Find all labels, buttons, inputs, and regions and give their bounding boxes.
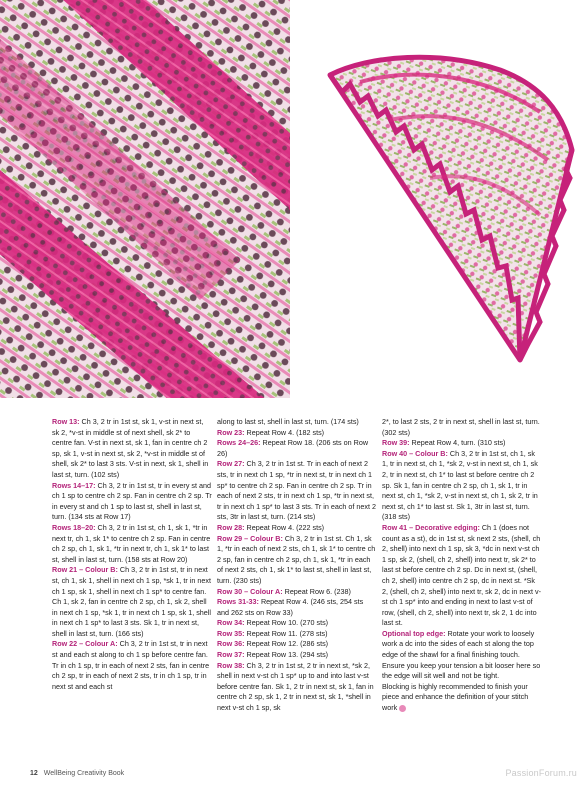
instruction-paragraph — [217, 661, 377, 714]
instruction-paragraph — [217, 587, 377, 598]
row-heading: Row 13: — [52, 417, 80, 426]
column-1 — [52, 417, 212, 692]
row-heading: Row 28: — [217, 522, 245, 532]
instruction-paragraph — [382, 523, 542, 629]
row-text: Ch 3, 2 tr in 1st st, 2 tr in next st, *sk 2, shell in next v-st ch 1 sp* up to and into last v-st before centre fan. Sk 1, 2 tr in next st, sk 1, fan in centre ch 2 sp, sk 1, 2 tr in next st, sk 1, *shell in next v-st ch 1 sp, sk — [217, 660, 374, 713]
row-heading: Row 23: — [217, 427, 245, 437]
row-text: Repeat Row 6. (238) — [282, 586, 351, 596]
crochet-texture-image — [0, 0, 290, 398]
shawl-photo — [290, 0, 587, 398]
row-heading: Optional top edge: — [382, 628, 446, 638]
row-text: Repeat Row 4. (246 sts, 254 sts and 262 sts on Row 33) — [217, 597, 364, 617]
row-heading: Row 40 – Colour B: — [382, 448, 448, 458]
row-text: Ch 3, 2 tr in 1st st, ch 1, sk 1, *tr in next tr, ch 1, sk 1* to centre ch 2 sp. Fan in centre ch 2 sp, ch 1, sk 1, *tr in next tr, ch 1, sk 1* to last st, shell in last st, turn. (158 sts at Row 20) — [52, 522, 211, 564]
instruction-paragraph — [217, 618, 377, 629]
row-text: Repeat Row 11. (278 sts) — [244, 628, 328, 638]
row-text: Repeat Row 4. (222 sts) — [244, 522, 325, 532]
row-text: Repeat Row 18. (206 sts on Row 26) — [217, 438, 369, 458]
row-text: Ch 3, 2 tr in 1st st, tr in next st and each st along to ch 1 sp before centre fan. Tr in ch 1 sp, tr in each of next 2 sts, fan in centre ch 2 sp, tr in each of next 2 sts, tr in ch 1 sp, tr in next st and each st — [52, 639, 210, 691]
row-heading: Row 41 – Decorative edging: — [382, 522, 480, 532]
row-heading: Row 22 – Colour A: — [52, 639, 118, 649]
instruction-paragraph — [52, 523, 212, 565]
row-heading: Rows 24–26: — [217, 438, 261, 448]
row-heading: Row 27: — [217, 459, 245, 469]
instruction-paragraph — [217, 428, 377, 439]
row-text: Ch 3, 2 tr in 1st st, tr in next st, ch 1, sk 1, shell in next ch 1 sp, *sk 1, tr in next ch 1 sp, sk 1, shell in next ch 1 sp* to centre fan. Ch 1, sk 2, fan in centre ch 2 sp, ch 1, sk 2, shell in next ch 1 sp, *sk 1, tr in next ch 1 sp, sk 1, shell in next ch 1 sp* to last 3 sts. Sk 1, tr in next st, shell in last st, turn. (166 sts) — [52, 565, 211, 638]
row-text: Repeat Row 12. (286 sts) — [244, 639, 329, 649]
page-number: 12 — [30, 770, 38, 777]
row-text: Ch 3, 2 tr in 1st st. Ch 1, sk 1, *tr in each of next 2 sts, ch 1, sk 1* to centre ch 2 sp, fan in centre ch 2 sp, ch 1, sk 1, *tr in each of next 2 sts, ch 1, sk 1* to last st, shell in last st, turn. (230 sts) — [217, 533, 376, 585]
shawl-image — [290, 0, 587, 398]
instruction-paragraph — [217, 650, 377, 661]
publication-name: WellBeing Creativity Book — [43, 770, 125, 777]
instruction-paragraph — [217, 629, 377, 640]
row-heading: Row 36: — [217, 639, 245, 649]
instruction-paragraph — [217, 523, 377, 534]
instruction-paragraph — [217, 639, 377, 650]
row-text: along to last st, shell in last st, turn. (174 sts) — [217, 417, 359, 426]
row-text: Repeat Row 13. (294 sts) — [244, 650, 329, 660]
instruction-paragraph — [52, 565, 212, 639]
row-heading: Row 35: — [217, 628, 245, 638]
instruction-paragraph — [382, 438, 542, 449]
instruction-paragraph — [217, 438, 377, 459]
pattern-instructions — [52, 417, 572, 757]
row-text: Repeat Row 4. (182 sts) — [244, 427, 325, 437]
instruction-paragraph — [217, 459, 377, 523]
row-heading: Rows 31-33: — [217, 597, 259, 607]
instruction-paragraph — [217, 534, 377, 587]
row-text: Repeat Row 10. (270 sts) — [244, 618, 329, 628]
column-3 — [382, 417, 542, 714]
row-heading: Row 21 – Colour B: — [52, 565, 118, 575]
instruction-paragraph — [382, 629, 542, 682]
row-text: Ch 1 (does not count as a st), dc in 1st st, sk next 2 sts, (shell, ch 2, shell) into next ch 1 sp, sk 3, *dc in next v-st ch 1 sp, sk 2, (shell, ch 2, shell) into next tr, sk 2* to last st before centre ch 2 sp. Dc in next st, (shell, ch 2, shell) into centre ch 2 sp, dc in next st. *Sk 2, (shell, ch 2, shell) into next tr, sk 2, dc in next v-st ch 1 sp* into and ending in next to last v-st of row, (shell, ch 2, shell) into next tr, sk 2, 1 dc into last st. — [382, 522, 541, 628]
row-heading: Row 30 – Colour A: — [217, 586, 283, 596]
row-heading: Row 37: — [217, 650, 245, 660]
watermark: PassionForum.ru — [505, 768, 577, 778]
row-heading: Row 34: — [217, 618, 245, 628]
row-text: Ch 3, 2 tr in 1st st, tr in every st and ch 1 sp to centre ch 2 sp. Fan in centre ch 2 sp. Tr in every st and ch 1 sp to last st, shell in last st, turn. (134 sts at Row 17) — [52, 480, 212, 522]
row-text: Ch 3, 2 tr in 1st st, ch 1, sk 1, tr in next st, ch 1, *sk 2, v-st in next st, ch 1, sk 2, tr in next st, ch 1* to last st before centre ch 2 sp. Sk 1, fan in centre ch 2 sp, ch 1, sk 1, tr in next st, ch 1, *sk 2, v-st in next st, ch 1, sk 2, tr in next st, ch 1* to last st. Sk 1, 3tr in last st, turn. (318 sts) — [382, 448, 538, 522]
row-text: Rotate your work to loosely work a dc into the sides of each st along the top edge of the shawl for a final finishing touch. Ensure you keep your tension a bit looser here so the edge will sit well and not be tight. — [382, 628, 541, 681]
instruction-paragraph — [217, 417, 377, 428]
row-heading: Rows 18–20: — [52, 522, 96, 532]
row-heading: Rows 14–17: — [52, 480, 96, 490]
instruction-paragraph — [52, 417, 212, 481]
column-2 — [217, 417, 377, 714]
row-text: 2*, to last 2 sts, 2 tr in next st, shell in last st, turn. (302 sts) — [382, 417, 540, 437]
row-heading: Row 38: — [217, 660, 245, 670]
instruction-paragraph — [52, 481, 212, 523]
instruction-paragraph — [382, 449, 542, 523]
row-heading: Row 29 – Colour B: — [217, 533, 283, 543]
row-heading: Row 39: — [382, 438, 410, 448]
instruction-paragraph — [382, 417, 542, 438]
crochet-closeup-photo — [0, 0, 290, 398]
row-text: Repeat Row 4, turn. (310 sts) — [409, 438, 506, 448]
instruction-paragraph — [217, 597, 377, 618]
row-text: Ch 3, 2 tr in 1st st. Tr in each of next 2 sts, tr in next ch 1 sp, *tr in next st, tr in next ch 1 sp* to centre ch 2 sp. Fan in centre ch 2 sp. Tr in each of next 2 sts, tr in next ch 1 sp, *tr in next st, tr in next ch 1 sp* to last 3 sts. Tr in each of next 2 sts, 3tr in last st, turn. (214 sts) — [217, 459, 377, 522]
row-text: Ch 3, 2 tr in 1st st, sk 1, v-st in next st, sk 2, *v-st in middle st of next shell, sk 2* to centre fan. V-st in next st, sk 1, fan in centre ch 2 sp, sk 1, v-st in next st, sk 2, *v-st in middle st of shell, sk 2* to last 3 sts. V-st in next, sk 1, shell in last st, turn. (102 sts) — [52, 417, 209, 479]
instruction-paragraph — [52, 639, 212, 692]
page-footer — [30, 770, 124, 777]
instruction-paragraph — [382, 682, 542, 714]
row-text: Blocking is highly recommended to finish your piece and enhance the definition of your stitch work — [382, 681, 529, 713]
heart-icon — [399, 705, 406, 712]
